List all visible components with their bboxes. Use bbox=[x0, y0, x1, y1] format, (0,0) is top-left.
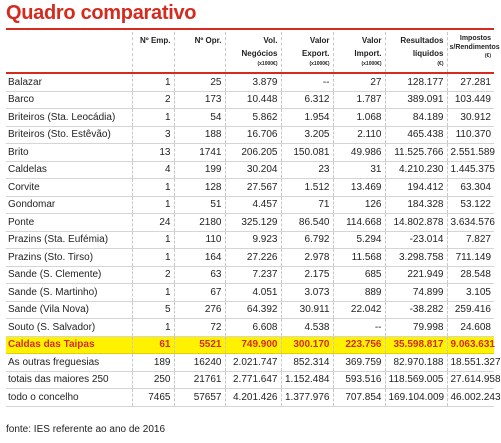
table-row bbox=[6, 301, 494, 319]
table-row bbox=[6, 266, 494, 284]
cell-imports: 685 bbox=[333, 266, 385, 284]
cell-name: Souto (S. Salvador) bbox=[6, 319, 132, 337]
header-net-results-unit: (€) bbox=[437, 61, 444, 67]
table-row bbox=[6, 284, 494, 302]
cell-net-results: 184.328 bbox=[385, 196, 447, 214]
cell-net-results: 82.970.188 bbox=[385, 354, 447, 372]
cell-exports: 4.538 bbox=[281, 319, 333, 337]
cell-exports: 2.175 bbox=[281, 266, 333, 284]
cell-employees: 1 bbox=[132, 319, 174, 337]
cell-income-tax: 3.634.576 bbox=[447, 214, 494, 232]
summary-row bbox=[6, 389, 494, 407]
cell-income-tax: 103.449 bbox=[447, 91, 494, 109]
cell-operators: 110 bbox=[174, 231, 225, 249]
cell-imports: 49.986 bbox=[333, 144, 385, 162]
title-rule bbox=[6, 28, 494, 30]
table-row bbox=[6, 144, 494, 162]
page-title: Quadro comparativo bbox=[6, 2, 197, 24]
cell-turnover: 3.879 bbox=[225, 73, 281, 91]
cell-operators: 188 bbox=[174, 126, 225, 144]
cell-name: Prazins (Sto. Tirso) bbox=[6, 249, 132, 267]
cell-income-tax: 1.445.375 bbox=[447, 161, 494, 179]
cell-income-tax: 259.416 bbox=[447, 301, 494, 319]
header-imports-unit: (x1000€) bbox=[361, 61, 382, 67]
cell-turnover: 27.567 bbox=[225, 179, 281, 197]
cell-income-tax: 30.912 bbox=[447, 109, 494, 127]
cell-name: Corvite bbox=[6, 179, 132, 197]
header-exports-label: Valor Export. bbox=[301, 36, 330, 58]
cell-turnover: 2.021.747 bbox=[225, 354, 281, 372]
source-footnote: fonte: IES referente ao ano de 2016 bbox=[6, 424, 166, 435]
cell-employees: 13 bbox=[132, 144, 174, 162]
table-row bbox=[6, 319, 494, 337]
cell-net-results: 221.949 bbox=[385, 266, 447, 284]
cell-turnover: 7.237 bbox=[225, 266, 281, 284]
cell-imports: 126 bbox=[333, 196, 385, 214]
cell-turnover: 6.608 bbox=[225, 319, 281, 337]
cell-exports: 3.073 bbox=[281, 284, 333, 302]
cell-imports: 5.294 bbox=[333, 231, 385, 249]
cell-employees: 1 bbox=[132, 73, 174, 91]
cell-net-results: 128.177 bbox=[385, 73, 447, 91]
cell-employees: 1 bbox=[132, 249, 174, 267]
cell-income-tax: 2.551.589 bbox=[447, 144, 494, 162]
table-row bbox=[6, 214, 494, 232]
cell-net-results: 79.998 bbox=[385, 319, 447, 337]
cell-exports: 6.312 bbox=[281, 91, 333, 109]
cell-exports: -- bbox=[281, 73, 333, 91]
cell-employees: 24 bbox=[132, 214, 174, 232]
cell-turnover: 2.771.647 bbox=[225, 371, 281, 389]
cell-employees: 7465 bbox=[132, 389, 174, 407]
header-employees: Nº Emp. bbox=[132, 32, 174, 73]
cell-employees: 2 bbox=[132, 266, 174, 284]
cell-operators: 21761 bbox=[174, 371, 225, 389]
cell-exports: 3.205 bbox=[281, 126, 333, 144]
cell-employees: 1 bbox=[132, 179, 174, 197]
cell-turnover: 16.706 bbox=[225, 126, 281, 144]
cell-income-tax: 27.281 bbox=[447, 73, 494, 91]
cell-income-tax: 28.548 bbox=[447, 266, 494, 284]
table-row bbox=[6, 73, 494, 91]
cell-income-tax: 7.827 bbox=[447, 231, 494, 249]
cell-imports: 889 bbox=[333, 284, 385, 302]
header-exports bbox=[281, 32, 333, 73]
cell-name: Brito bbox=[6, 144, 132, 162]
cell-exports: 1.954 bbox=[281, 109, 333, 127]
cell-name: Briteiros (Sta. Leocádia) bbox=[6, 109, 132, 127]
cell-operators: 199 bbox=[174, 161, 225, 179]
cell-net-results: 14.802.878 bbox=[385, 214, 447, 232]
cell-imports: 22.042 bbox=[333, 301, 385, 319]
cell-operators: 164 bbox=[174, 249, 225, 267]
cell-income-tax: 110.370 bbox=[447, 126, 494, 144]
cell-income-tax: 3.105 bbox=[447, 284, 494, 302]
cell-net-results: 84.189 bbox=[385, 109, 447, 127]
cell-operators: 72 bbox=[174, 319, 225, 337]
cell-operators: 63 bbox=[174, 266, 225, 284]
cell-employees: 4 bbox=[132, 161, 174, 179]
cell-employees: 2 bbox=[132, 91, 174, 109]
cell-turnover: 4.201.426 bbox=[225, 389, 281, 407]
header-net-results bbox=[385, 32, 447, 73]
cell-imports: 369.759 bbox=[333, 354, 385, 372]
cell-employees: 189 bbox=[132, 354, 174, 372]
cell-net-results: 194.412 bbox=[385, 179, 447, 197]
cell-name: Caldelas bbox=[6, 161, 132, 179]
cell-name: Sande (S. Martinho) bbox=[6, 284, 132, 302]
cell-imports: 1.787 bbox=[333, 91, 385, 109]
cell-name: As outras freguesias bbox=[6, 354, 132, 372]
cell-employees: 1 bbox=[132, 196, 174, 214]
header-income-tax bbox=[447, 32, 500, 73]
cell-exports: 71 bbox=[281, 196, 333, 214]
cell-employees: 5 bbox=[132, 301, 174, 319]
cell-income-tax: 9.063.631 bbox=[447, 336, 494, 354]
cell-name: Gondomar bbox=[6, 196, 132, 214]
header-name bbox=[6, 32, 132, 73]
header-net-results-label: Resultados líquidos bbox=[400, 36, 444, 58]
header-turnover-label: Vol. Negócios bbox=[241, 36, 278, 58]
cell-imports: 2.110 bbox=[333, 126, 385, 144]
cell-exports: 1.512 bbox=[281, 179, 333, 197]
table-body bbox=[6, 73, 501, 406]
table-row bbox=[6, 249, 494, 267]
cell-exports: 1.377.976 bbox=[281, 389, 333, 407]
cell-name: Briteiros (Sto. Estêvão) bbox=[6, 126, 132, 144]
cell-name: Barco bbox=[6, 91, 132, 109]
cell-net-results: -38.282 bbox=[385, 301, 447, 319]
cell-employees: 1 bbox=[132, 109, 174, 127]
cell-turnover: 325.129 bbox=[225, 214, 281, 232]
cell-imports: 31 bbox=[333, 161, 385, 179]
cell-operators: 57657 bbox=[174, 389, 225, 407]
cell-income-tax: 46.002.243 bbox=[447, 389, 494, 407]
header-operators: Nº Opr. bbox=[174, 32, 225, 73]
cell-net-results: 35.598.817 bbox=[385, 336, 447, 354]
cell-turnover: 10.448 bbox=[225, 91, 281, 109]
cell-income-tax: 53.122 bbox=[447, 196, 494, 214]
cell-income-tax: 63.304 bbox=[447, 179, 494, 197]
cell-exports: 150.081 bbox=[281, 144, 333, 162]
cell-imports: -- bbox=[333, 319, 385, 337]
table-row bbox=[6, 231, 494, 249]
cell-operators: 16240 bbox=[174, 354, 225, 372]
cell-turnover: 9.923 bbox=[225, 231, 281, 249]
cell-operators: 51 bbox=[174, 196, 225, 214]
cell-turnover: 4.457 bbox=[225, 196, 281, 214]
cell-operators: 173 bbox=[174, 91, 225, 109]
cell-name: Ponte bbox=[6, 214, 132, 232]
table-row bbox=[6, 126, 494, 144]
cell-net-results: 74.899 bbox=[385, 284, 447, 302]
cell-net-results: 4.210.230 bbox=[385, 161, 447, 179]
cell-exports: 852.314 bbox=[281, 354, 333, 372]
cell-exports: 6.792 bbox=[281, 231, 333, 249]
table-row bbox=[6, 179, 494, 197]
cell-income-tax: 711.149 bbox=[447, 249, 494, 267]
cell-name: Sande (S. Clemente) bbox=[6, 266, 132, 284]
cell-income-tax: 18.551.327 bbox=[447, 354, 494, 372]
comparison-table bbox=[6, 32, 501, 407]
cell-imports: 13.469 bbox=[333, 179, 385, 197]
table-row bbox=[6, 109, 494, 127]
cell-turnover: 5.862 bbox=[225, 109, 281, 127]
table-header bbox=[6, 32, 500, 73]
cell-turnover: 27.226 bbox=[225, 249, 281, 267]
cell-exports: 30.911 bbox=[281, 301, 333, 319]
cell-employees: 3 bbox=[132, 126, 174, 144]
header-income-tax-unit: (€) bbox=[484, 53, 491, 59]
cell-exports: 1.152.484 bbox=[281, 371, 333, 389]
cell-net-results: 465.438 bbox=[385, 126, 447, 144]
cell-imports: 593.516 bbox=[333, 371, 385, 389]
cell-income-tax: 24.608 bbox=[447, 319, 494, 337]
cell-net-results: -23.014 bbox=[385, 231, 447, 249]
cell-imports: 1.068 bbox=[333, 109, 385, 127]
header-exports-unit: (x1000€) bbox=[309, 61, 330, 67]
cell-turnover: 206.205 bbox=[225, 144, 281, 162]
cell-turnover: 64.392 bbox=[225, 301, 281, 319]
cell-exports: 300.170 bbox=[281, 336, 333, 354]
cell-exports: 86.540 bbox=[281, 214, 333, 232]
cell-imports: 223.756 bbox=[333, 336, 385, 354]
cell-operators: 276 bbox=[174, 301, 225, 319]
cell-operators: 128 bbox=[174, 179, 225, 197]
cell-turnover: 4.051 bbox=[225, 284, 281, 302]
table-row bbox=[6, 91, 494, 109]
table-row bbox=[6, 196, 494, 214]
cell-name: Caldas das Taipas bbox=[6, 336, 132, 354]
highlight-row bbox=[6, 336, 494, 354]
cell-imports: 707.854 bbox=[333, 389, 385, 407]
summary-row bbox=[6, 354, 494, 372]
header-imports-label: Valor Import. bbox=[354, 36, 382, 58]
cell-operators: 67 bbox=[174, 284, 225, 302]
cell-name: Balazar bbox=[6, 73, 132, 91]
header-income-tax-label: Impostos s/Rendimentos bbox=[449, 35, 500, 51]
cell-operators: 5521 bbox=[174, 336, 225, 354]
cell-operators: 54 bbox=[174, 109, 225, 127]
cell-turnover: 30.204 bbox=[225, 161, 281, 179]
summary-row bbox=[6, 371, 494, 389]
cell-employees: 61 bbox=[132, 336, 174, 354]
cell-operators: 2180 bbox=[174, 214, 225, 232]
cell-imports: 11.568 bbox=[333, 249, 385, 267]
cell-name: totais das maiores 250 bbox=[6, 371, 132, 389]
cell-employees: 1 bbox=[132, 284, 174, 302]
cell-imports: 27 bbox=[333, 73, 385, 91]
header-turnover bbox=[225, 32, 281, 73]
cell-net-results: 389.091 bbox=[385, 91, 447, 109]
cell-net-results: 3.298.758 bbox=[385, 249, 447, 267]
cell-exports: 23 bbox=[281, 161, 333, 179]
cell-name: Sande (Vila Nova) bbox=[6, 301, 132, 319]
cell-name: todo o concelho bbox=[6, 389, 132, 407]
cell-operators: 25 bbox=[174, 73, 225, 91]
cell-employees: 250 bbox=[132, 371, 174, 389]
cell-turnover: 749.900 bbox=[225, 336, 281, 354]
cell-employees: 1 bbox=[132, 231, 174, 249]
table-row bbox=[6, 161, 494, 179]
cell-net-results: 11.525.766 bbox=[385, 144, 447, 162]
cell-income-tax: 27.614.958 bbox=[447, 371, 494, 389]
header-turnover-unit: (x1000€) bbox=[257, 61, 278, 67]
header-imports bbox=[333, 32, 385, 73]
cell-imports: 114.668 bbox=[333, 214, 385, 232]
cell-exports: 2.978 bbox=[281, 249, 333, 267]
cell-operators: 1741 bbox=[174, 144, 225, 162]
cell-net-results: 118.569.005 bbox=[385, 371, 447, 389]
cell-net-results: 169.104.009 bbox=[385, 389, 447, 407]
cell-name: Prazins (Sta. Eufémia) bbox=[6, 231, 132, 249]
